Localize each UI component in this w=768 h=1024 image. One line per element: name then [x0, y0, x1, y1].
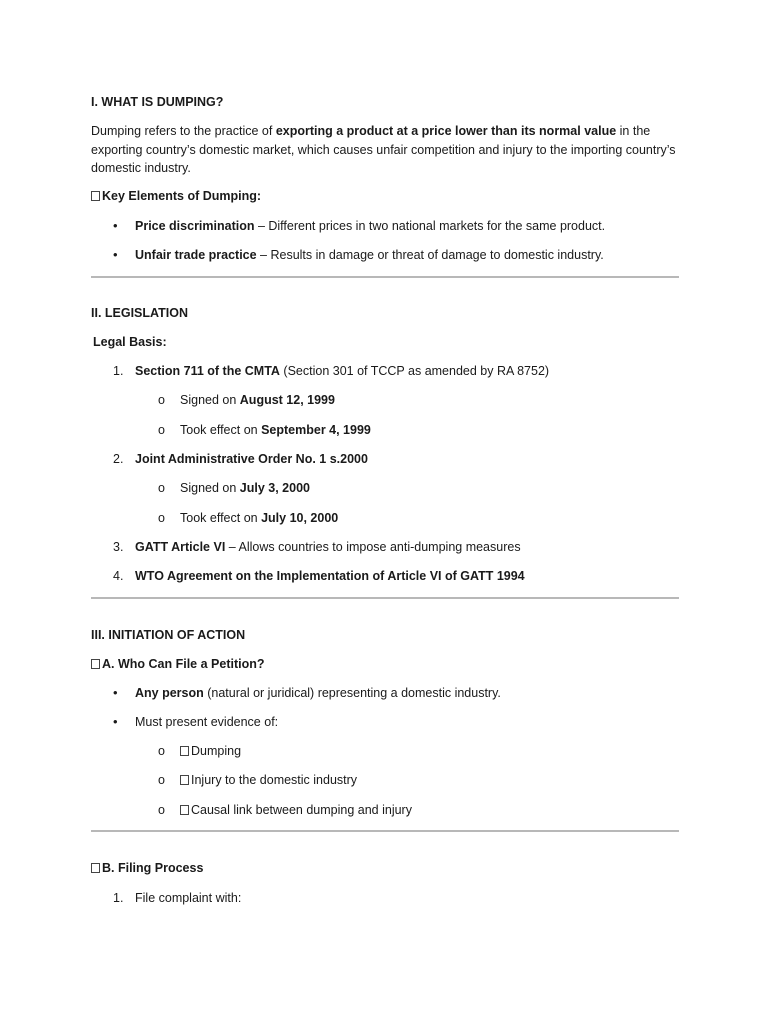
section-1-heading: I. WHAT IS DUMPING?	[91, 95, 224, 109]
filing-step: File complaint with:	[135, 891, 242, 905]
section-2-heading: II. LEGISLATION	[91, 306, 188, 320]
subitem-text: Signed on	[180, 393, 240, 407]
evidence-item	[180, 803, 412, 817]
dumping-definition	[91, 122, 679, 178]
sub-marker: o	[158, 511, 165, 525]
list-number: 1.	[113, 364, 124, 378]
missing-glyph-icon	[91, 191, 100, 201]
key-element-title: Price discrimination	[135, 219, 255, 233]
filing-process-heading	[91, 861, 203, 875]
subitem-date: July 3, 2000	[239, 481, 310, 495]
key-element-text: – Different prices in two national markets for the same product.	[254, 219, 606, 233]
legislation-title: Section 711 of the CMTA	[135, 364, 280, 378]
key-element-text: – Results in damage or threat of damage to domestic industry.	[256, 248, 604, 262]
evidence-text: Injury to the domestic industry	[191, 773, 358, 787]
section-divider	[91, 830, 679, 832]
list-number: 4.	[113, 569, 124, 583]
bullet-marker: •	[113, 218, 118, 233]
legislation-item	[135, 364, 549, 378]
key-elements-heading	[91, 189, 261, 203]
legislation-title: Joint Administrative Order No. 1 s.2000	[135, 452, 368, 466]
list-number: 2.	[113, 452, 124, 466]
evidence-item	[180, 773, 357, 787]
subitem-date: September 4, 1999	[261, 423, 371, 437]
missing-glyph-icon	[180, 746, 189, 756]
evidence-intro: Must present evidence of:	[135, 715, 279, 729]
petitioner-title: Any person	[135, 686, 204, 700]
list-number: 1.	[113, 891, 124, 905]
sub-marker: o	[158, 423, 165, 437]
missing-glyph-icon	[180, 805, 189, 815]
legislation-subitem	[180, 393, 335, 407]
missing-glyph-icon	[91, 659, 100, 669]
sub-marker: o	[158, 481, 165, 495]
legislation-text: – Allows countries to impose anti-dumping measures	[225, 540, 521, 554]
subitem-text: Signed on	[180, 481, 240, 495]
section-divider	[91, 276, 679, 278]
filing-process-label: B. Filing Process	[102, 861, 204, 875]
definition-text-2: in the exporting country’s domestic market, which causes unfair competition and injury to the importing country’s domestic industry.	[91, 124, 676, 175]
bullet-marker: •	[113, 714, 118, 729]
key-element-title: Unfair trade practice	[135, 248, 257, 262]
legal-basis-label: Legal Basis:	[93, 335, 167, 349]
list-number: 3.	[113, 540, 124, 554]
legislation-item	[135, 452, 368, 466]
subitem-text: Took effect on	[180, 423, 262, 437]
who-can-file-heading	[91, 657, 265, 671]
subitem-date: August 12, 1999	[239, 393, 335, 407]
evidence-text: Causal link between dumping and injury	[191, 803, 412, 817]
bullet-marker: •	[113, 685, 118, 700]
key-element-item	[135, 248, 604, 262]
legislation-item	[135, 569, 525, 583]
legislation-subitem	[180, 423, 371, 437]
legislation-subitem	[180, 511, 338, 525]
legislation-item	[135, 540, 521, 554]
subitem-text: Took effect on	[180, 511, 262, 525]
sub-marker: o	[158, 773, 165, 787]
petitioner-text: (natural or juridical) representing a domestic industry.	[203, 686, 501, 700]
definition-text-1: Dumping refers to the practice of	[91, 124, 276, 138]
sub-marker: o	[158, 803, 165, 817]
bullet-marker: •	[113, 247, 118, 262]
section-divider	[91, 597, 679, 599]
sub-marker: o	[158, 393, 165, 407]
legislation-text: (Section 301 of TCCP as amended by RA 8752)	[279, 364, 550, 378]
evidence-item	[180, 744, 241, 758]
section-3-heading: III. INITIATION OF ACTION	[91, 628, 246, 642]
key-elements-label: Key Elements of Dumping:	[102, 189, 262, 203]
legislation-title: WTO Agreement on the Implementation of Article VI of GATT 1994	[135, 569, 525, 583]
subitem-date: July 10, 2000	[261, 511, 339, 525]
legislation-subitem	[180, 481, 310, 495]
sub-marker: o	[158, 744, 165, 758]
petitioner-item	[135, 686, 501, 700]
evidence-text: Dumping	[191, 744, 242, 758]
definition-bold: exporting a product at a price lower than its normal value	[275, 124, 617, 138]
legislation-title: GATT Article VI	[135, 540, 226, 554]
missing-glyph-icon	[180, 775, 189, 785]
key-element-item	[135, 219, 605, 233]
who-can-file-label: A. Who Can File a Petition?	[102, 657, 265, 671]
missing-glyph-icon	[91, 863, 100, 873]
